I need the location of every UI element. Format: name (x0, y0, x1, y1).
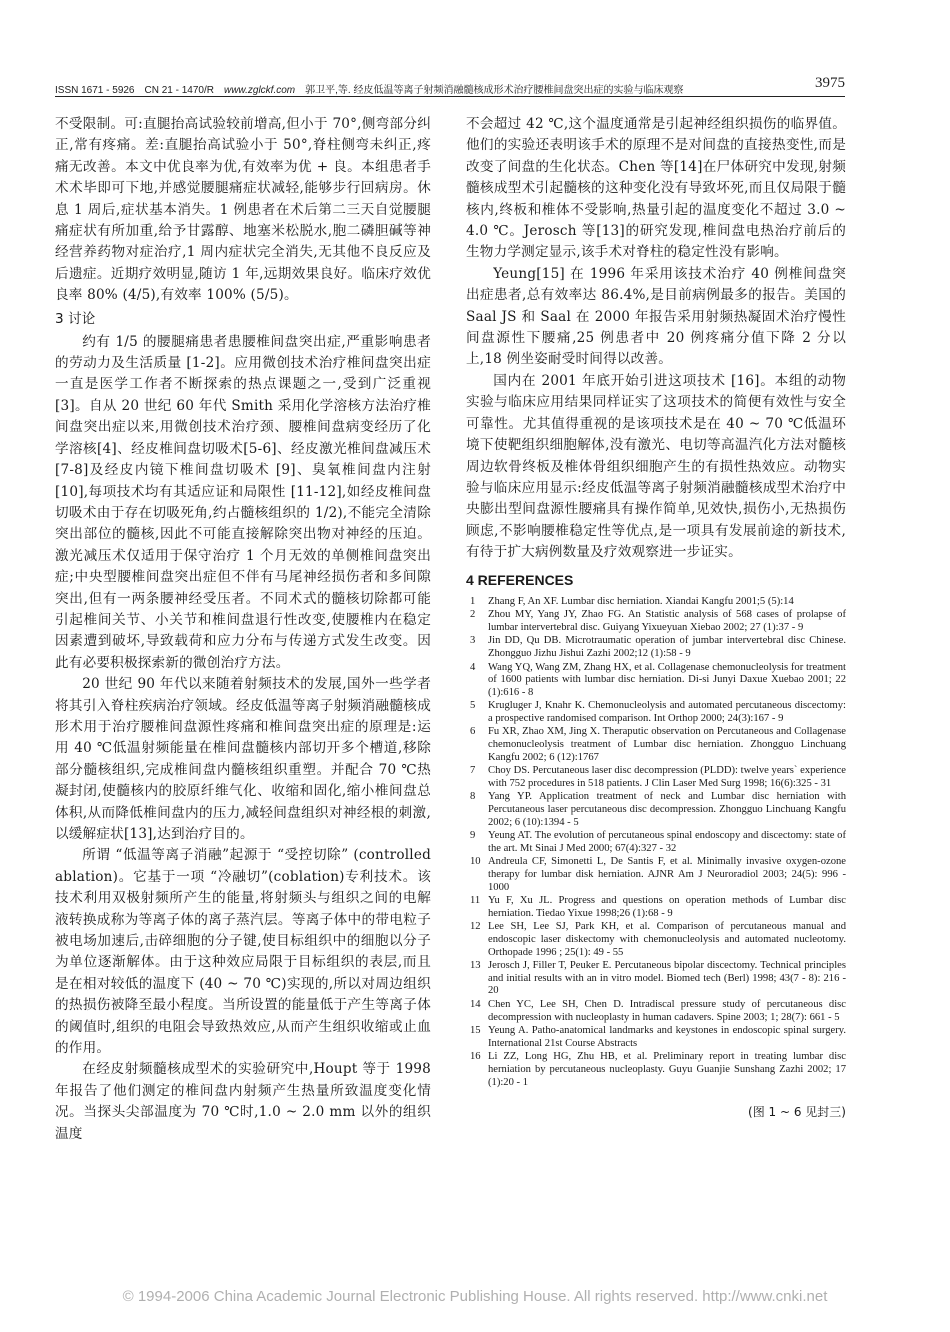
discussion-paragraph-3: 所谓 “低温等离子消融”起源于 “受控切除” (controlled ablation)。它基于一项 “冷融切”(coblation)专利技术。该技术利用双极射频所产生的能量,将射频头与组织之间的电解液转换成称为等离子体的离子蒸汽层。等离子体中的带电粒子被电场加速后,击碎细胞的分子键,使目标组织中的细胞以分子为单位逐渐解体。由于这种效应局限于目标组织的表层,而且是在相对较低的温度下 (40 ~ 70 ℃)实现的,所以对周边组织的热损伤被降至最小程度。当所设置的能量低于产生等离子体的阈值时,组织的电阻会导致热效应,从而产生组织收缩或止血的作用。 (55, 847, 431, 1057)
reference-text: Yeung A. Patho-anatomical landmarks and keystones in endoscopic spinal surgery. International 21st Course Abstracts (488, 1025, 846, 1049)
reference-item (466, 662, 846, 700)
reference-text: Chen YC, Lee SH, Chen D. Intradiscal pressure study of percutaneous disc decompression with nucleoplasty in human cadavers. Spine 2003; 1; 28(7): 661 - 5 (488, 998, 846, 1023)
reference-number: 3 (470, 635, 476, 647)
reference-number: 12 (470, 921, 481, 933)
reference-item (466, 921, 846, 959)
discussion-paragraph-7: 国内在 2001 年底开始引进这项技术 [16]。本组的动物实验与临床应用结果同样证实了这项技术的简便有效性与安全可靠性。尤其值得重视的是该项技术是在 40 ~ 70 ℃低温环境下使靶组织细胞解体,没有激光、电切等高温汽化方法对髓核周边软骨终板及椎体骨组织细胞产生的有损性热效应。动物实验与临床应用显示:经皮低温等离子射频消融髓核成型术治疗中央膨出型间盘源性腰痛具有操作简单,见效快,损伤小,无热损伤顾虑,不影响腰椎稳定性等优点,是一项具有发展前途的新技术,有待于扩大病例数量及疗效观察进一步证实。 (466, 372, 846, 561)
reference-item (466, 765, 846, 790)
references-heading: 4 REFERENCES (466, 571, 574, 588)
journal-url[interactable]: www.zglckf.com (223, 85, 296, 96)
reference-item (466, 999, 846, 1024)
reference-text: Li ZZ, Long HG, Zhu HB, et al. Preliminary report in treating lumbar disc herniation by percutaneous nucleoplasty. Guyu Guanjie Sunshang Zazhi 2002; 17 (1):20 - 1 (488, 1051, 846, 1088)
reference-item (466, 609, 846, 634)
reference-text: Wang YQ, Wang ZM, Zhang HX, et al. Collagenase chemonucleolysis for treatment of 1600 patients with lumbar disc herniation. Di-si Junyi Daxue Xuebao 2001; 22 (1):616 - 8 (488, 661, 846, 698)
reference-item (466, 596, 846, 609)
reference-number: 14 (470, 998, 481, 1010)
reference-text: Yang YP. Application treatment of neck and Lumbar disc herniation with Percutaneous laser percutaneous disc decompression. Zhongguo Linchuang Kangfu 2002; 6 (10):1394 - 5 (488, 791, 846, 828)
right-column (466, 114, 846, 1120)
reference-number: 5 (470, 700, 476, 712)
reference-text: Jin DD, Qu DB. Microtraumatic operation of jumbar intervertebral disc Chinese. Zhongguo Jizhu Jishui Zazhi 2002;12 (1):58 - 9 (488, 635, 846, 659)
reference-text: Jerosch J, Filler T, Peuker E. Percutaneous bipolar discectomy. Technical principles and initial results with an in vitro model. Biomed tech (Berl) 1998; 43(7 - 8): 216 - 20 (488, 960, 846, 997)
reference-text: Yeung AT. The evolution of percutaneous spinal endoscopy and discectomy: state of the art. Mt Sinai J Med 2000; 67(4):327 - 32 (488, 830, 846, 854)
reference-item (466, 856, 846, 894)
reference-text: Choy DS. Percutaneous laser disc decompression (PLDD): twelve years` experience with 752 procedures in 518 patients. J Clin Laser Med Surg 1998; 16(6):325 - 31 (488, 765, 846, 789)
reference-number: 9 (470, 830, 476, 842)
figure-note: (图 1 ~ 6 见封三) (748, 1105, 846, 1120)
reference-item (466, 791, 846, 829)
reference-item (466, 895, 846, 920)
reference-number: 8 (470, 791, 476, 803)
discussion-paragraph-6: Yeung[15] 在 1996 年采用该技术治疗 40 例椎间盘突出症患者,总有效率达 86.4%,是目前病例最多的报告。美国的 Saal JS 和 Saal 在 2000 年报告采用射频热凝固术治疗慢性间盘源性下腰痛,25 例患者中 20 例疼痛分值下降 2 分以上,18 例坐姿耐受时间得以改善。 (466, 265, 846, 368)
reference-item (466, 700, 846, 725)
discussion-paragraph-4: 在经皮射频髓核成型术的实验研究中,Houpt 等于 1998 年报告了他们测定的椎间盘内射频产生热量所致温度变化情况。当探头尖部温度为 70 ℃时,1.0 ~ 2.0 mm 以外的组织温度 (55, 1061, 431, 1142)
reference-text: Zhou MY, Yang JY, Zhao FG. An Statistic analysis of 568 cases of prolapse of lumbar intervertebral disc. Guiyang Yixueyuan Xiebao 2002; 27 (1):37 - 9 (488, 609, 846, 633)
reference-item (466, 1051, 846, 1089)
section-heading-discussion: 3 讨论 (55, 310, 96, 327)
reference-text: Krugluger J, Knahr K. Chemonucleolysis and automated percutaneous discectomy: a prospective randomised comparison. Int Orthop 2000; 24(3):167 - 9 (488, 700, 846, 724)
page-number: 3975 (815, 75, 845, 91)
reference-number: 13 (470, 960, 481, 972)
reference-number: 6 (470, 726, 476, 738)
issn-text: ISSN 1671 - 5926 (55, 85, 135, 96)
reference-number: 4 (470, 661, 476, 673)
left-column (55, 114, 431, 1145)
discussion-paragraph-5: 不会超过 42 ℃,这个温度通常是引起神经组织损伤的临界值。他们的实验还表明该手术的原理不是对间盘的直接热变性,而是改变了间盘的生化状态。Chen 等[14]在尸体研究中发现,射频髓核成型术引起髓核的这种变化没有导致坏死,而且仅局限于髓核内,终板和椎体不受影响,热量引起的温度变化不超过 3.0 ~ 4.0 ℃。Jerosch 等[13]的研究发现,椎间盘电热治疗前后的生物力学测定显示,该手术对脊柱的稳定性没有影响。 (466, 116, 846, 261)
reference-item (466, 960, 846, 998)
reference-list (466, 596, 846, 1090)
reference-number: 2 (470, 609, 476, 621)
reference-number: 10 (470, 856, 481, 868)
reference-text: Andreula CF, Simonetti L, De Santis F, et al. Minimally invasive oxygen-ozone therapy for lumbar disk herniation. AJNR Am J Neuroradiol 2003; 24(5): 996 - 1000 (488, 856, 846, 893)
reference-item (466, 830, 846, 855)
reference-number: 7 (470, 765, 476, 777)
reference-number: 11 (470, 895, 481, 907)
copyright-footer: © 1994-2006 China Academic Journal Electronic Publishing House. All rights reserved. http://www.cnki.net (122, 1288, 828, 1305)
reference-item (466, 1025, 846, 1050)
cn-text: CN 21 - 1470/R (144, 85, 214, 96)
reference-number: 1 (470, 595, 476, 607)
results-paragraph: 不受限制。可:直腿抬高试验较前增高,但小于 70°,侧弯部分纠正,常有疼痛。差:直腿抬高试验小于 50°,脊柱侧弯未纠正,疼痛无改善。本文中优良率为优,有效率为优 + 良。本组患者手术术毕即可下地,并感觉腰腿痛症状减轻,能够步行回病房。休息 1 周后,症状基本消失。1 例患者在术后第二三天自觉腰腿痛症状有所加重,给予甘露醇、地塞米松脱水,胞二磷胆碱等神经营养药物对症治疗,1 周内症状完全消失,无其他不良反应及后遗症。近期疗效明显,随访 1 年,远期效果良好。临床疗效优良率 80% (4/5),有效率 100% (5/5)。 (55, 116, 431, 304)
reference-text: Zhang F, An XF. Lumbar disc herniation. Xiandai Kangfu 2001;5 (5):14 (488, 595, 794, 607)
header-left (55, 81, 683, 96)
reference-number: 16 (470, 1051, 481, 1063)
article-running-title: 郭卫平,等. 经皮低温等离子射频消融髓核成形术治疗腰椎间盘突出症的实验与临床观察 (305, 85, 684, 96)
reference-number: 15 (470, 1025, 481, 1037)
reference-text: Lee SH, Lee SJ, Park KH, et al. Comparison of percutaneous manual and endoscopic laser diskectomy with chemonucleolysis and automated nucleotomy. Orthopade 1996 ; 25(1): 49 - 55 (488, 921, 846, 958)
reference-item (466, 635, 846, 660)
discussion-paragraph-2: 20 世纪 90 年代以来随着射频技术的发展,国外一些学者将其引入脊柱疾病治疗领域。经皮低温等离子射频消融髓核成形术用于治疗腰椎间盘源性疼痛和椎间盘突出症的原理是:运用 40 ℃低温射频能量在椎间盘髓核内部切开多个槽道,移除部分髓核组织,完成椎间盘内髓核组织重塑。并配合 70 ℃热凝封闭,使髓核内的胶原纤维气化、收缩和固化,缩小椎间盘总体积,从而降低椎间盘内的压力,减轻间盘组织对神经根的刺激,以缓解症状[13],达到治疗目的。 (55, 676, 431, 842)
reference-item (466, 726, 846, 764)
reference-text: Fu XR, Zhao XM, Jing X. Theraputic observation on Percutaneous and Collagenase chemonucleolysis treatment of Lumbar disc herniation. Zhongguo Linchuang Kangfu 2002; 6 (12):1767 (488, 726, 846, 763)
reference-text: Yu F, Xu JL. Progress and questions on operation methods of Lumbar disc herniation. Tiedao Yixue 1998;26 (1):68 - 9 (488, 895, 846, 919)
running-header (55, 75, 845, 97)
discussion-paragraph-1: 约有 1/5 的腰腿痛患者患腰椎间盘突出症,严重影响患者的劳动力及生活质量 [1-2]。应用微创技术治疗椎间盘突出症一直是医学工作者不断探索的热点课题之一,受到广泛重视[3]。自从 20 世纪 60 年代 Smith 采用化学溶核方法治疗椎间盘突出症以来,用微创技术治疗颈、腰椎间盘病变经历了化学溶核[4]、经皮椎间盘切吸术[5-6]、经皮激光椎间盘减压术[7-8]及经皮内镜下椎间盘切吸术 [9]、臭氧椎间盘内注射 [10],每项技术均有其适应证和局限性 [11-12],如经皮椎间盘切吸术由于存在切吸死角,约占髓核组织的 1/2),不能完全清除突出部位的髓核,因此不可能直接解除突出物对神经的压迫。激光减压术仅适用于保守治疗 1 个月无效的单侧椎间盘突出症;中央型腰椎间盘突出症但不伴有马尾神经损伤者和多间隙突出,但有一两条腰神经受压者。不同术式的髓核切除都可能引起椎间关节、小关节和椎间盘退行性改变,使腰椎内在稳定因素遭到破坏,导致载荷和应力分布与传递方式发生改变。因此有必要积极探索新的微创治疗方法。 (55, 333, 431, 671)
